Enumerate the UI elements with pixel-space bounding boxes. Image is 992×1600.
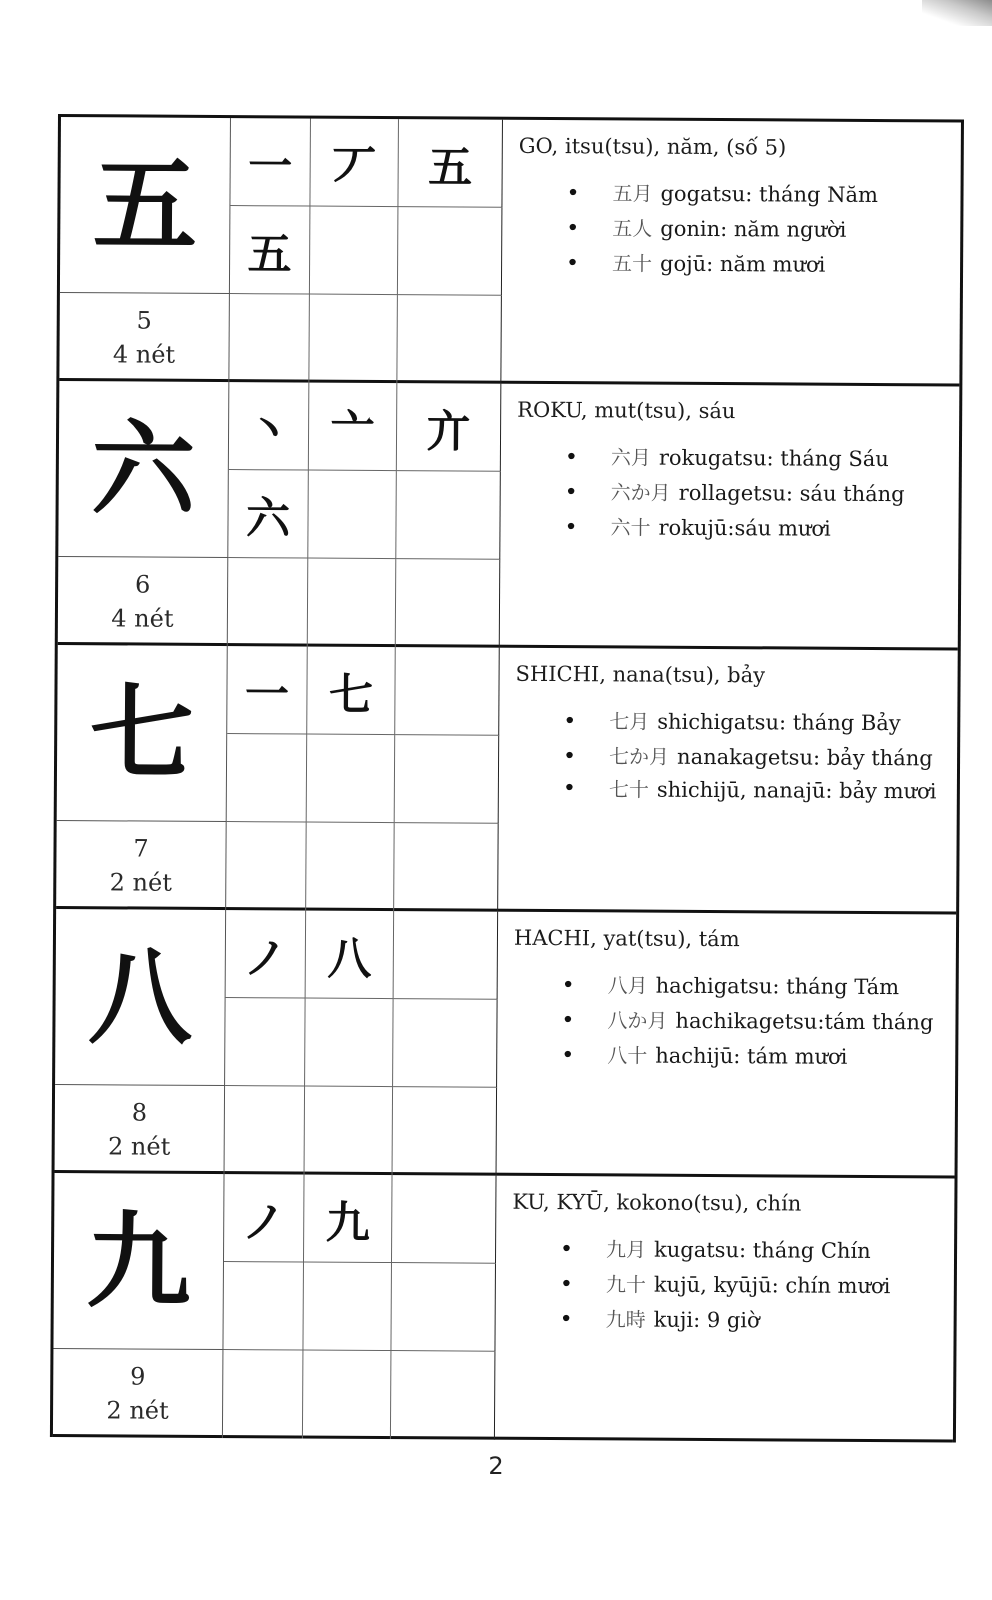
stroke-count-cell [53,1349,224,1438]
practice-cell [223,1262,304,1350]
practice-cell [227,734,308,822]
example-kanji: 五人 [612,216,653,241]
example-kanji: 六十 [610,515,651,540]
example-kanji: 九十 [605,1272,646,1297]
kanji-reading: SHICHI, nana(tsu), bảy [515,661,766,688]
stroke-step: 七 [307,647,396,736]
stroke-step: 九 [304,1175,393,1264]
example-text: kuji: 9 giờ [653,1307,760,1333]
practice-cell [228,558,309,646]
stroke-count-cell [56,821,227,910]
example-item [513,1003,941,1041]
example-kanji: 八月 [607,973,648,998]
stroke-count-cell [59,293,230,382]
example-item [512,1267,940,1305]
stroke-step: ノ [224,1174,305,1262]
example-text: kujū, kyūjū: chín mươi [653,1272,891,1299]
kanji-number: 7 [133,834,149,863]
practice-cell [391,1351,496,1440]
example-text: hachikagetsu:tám tháng [675,1008,934,1035]
kanji-info [498,648,958,915]
practice-cell [226,822,307,910]
kanji-reading: GO, itsu(tsu), năm, (số 5) [518,133,787,160]
stroke-step: 六 [228,470,309,558]
kanji-info [501,120,961,387]
example-kanji: 六か月 [610,480,671,505]
example-item [515,704,943,742]
stroke-step: 丶 [229,382,310,470]
example-item [512,1302,940,1340]
practice-cell [394,911,499,1000]
example-text: kugatsu: tháng Chín [654,1237,871,1263]
example-text: nanakagetsu: bảy tháng [677,744,933,771]
example-list [515,704,944,807]
stroke-count: 4 nét [112,340,176,369]
kanji-reading: HACHI, yat(tsu), tám [513,925,740,952]
practice-cell [393,999,498,1088]
stroke-count-cell [55,1085,226,1174]
example-text: gonin: năm người [660,216,847,242]
example-item [516,510,944,548]
example-text: hachigatsu: tháng Tám [655,973,900,1000]
kanji-cell [60,117,231,294]
example-text: hachijū: tám mươi [655,1043,848,1069]
example-item [512,1232,940,1270]
practice-cell [396,471,501,560]
kanji-cell [55,909,226,1086]
practice-cell [395,735,500,824]
practice-cell [305,1087,394,1176]
practice-cell [396,559,501,648]
kanji-row [56,645,958,914]
stroke-step: 五 [230,206,311,294]
practice-cell [392,1175,497,1264]
kanji-info [495,1176,955,1443]
stroke-step: 一 [230,118,311,206]
example-item [513,1038,941,1076]
example-list [516,440,945,548]
example-item [515,739,943,777]
practice-cell [309,295,398,384]
example-kanji: 六月 [610,445,651,470]
example-kanji: 七月 [609,709,650,734]
example-kanji: 九月 [606,1237,647,1262]
practice-cell [394,823,499,912]
practice-cell [391,1263,496,1352]
practice-cell [393,1087,498,1176]
example-list [518,176,947,284]
example-text: shichigatsu: tháng Bảy [657,709,901,736]
practice-cell [310,207,399,296]
example-kanji: 七十 [608,777,649,802]
stroke-step: 亠 [309,383,398,472]
example-kanji: 五月 [612,181,653,206]
practice-cell [306,823,395,912]
stroke-step: 五 [398,119,503,208]
kanji-row [55,909,957,1178]
example-item [515,774,943,807]
example-text: gojū: năm mươi [660,251,826,277]
example-text: rokugatsu: tháng Sáu [658,445,889,472]
practice-cell [303,1263,392,1352]
example-item [518,246,946,284]
kanji-table [50,114,964,1443]
practice-cell [397,295,502,384]
kanji-number: 6 [134,570,151,599]
stroke-step: 亣 [397,383,502,472]
stroke-count: 2 nét [109,868,172,897]
stroke-count: 4 nét [111,604,174,633]
example-text: rollagetsu: sáu tháng [678,480,905,507]
example-list [513,968,942,1076]
kanji-info [497,912,957,1179]
page-corner-shadow [922,0,992,26]
practice-cell [303,1351,392,1440]
example-list [512,1232,941,1340]
kanji-cell [57,645,228,822]
kanji-character: 五 [92,143,198,267]
example-text: shichijū, nanajū: bảy mươi [656,777,937,804]
kanji-row [58,381,960,650]
practice-cell [305,999,394,1088]
practice-cell [223,1350,304,1438]
kanji-character: 七 [89,671,195,795]
kanji-number: 9 [130,1362,146,1391]
example-item [514,968,942,1006]
example-kanji: 七か月 [609,744,670,769]
kanji-reading: KU, KYŪ, kokono(tsu), chín [512,1189,802,1216]
kanji-character: 八 [87,935,193,1059]
kanji-number: 8 [131,1098,148,1127]
kanji-cell [58,381,229,558]
practice-cell [307,735,396,824]
example-kanji: 八か月 [607,1008,668,1033]
practice-cell [308,559,397,648]
stroke-count: 2 nét [107,1132,171,1161]
practice-cell [229,294,310,382]
kanji-info [500,384,960,651]
stroke-count: 2 nét [106,1396,169,1425]
practice-cell [308,471,397,560]
kanji-row [59,117,961,386]
example-kanji: 五十 [612,251,653,276]
example-text: rokujū:sáu mươi [658,515,831,541]
page-number: 2 [488,1452,504,1480]
example-item [517,475,945,513]
example-kanji: 九時 [605,1307,646,1332]
kanji-character: 九 [86,1199,191,1323]
stroke-step: 丆 [310,119,399,208]
stroke-step: 八 [306,911,395,1000]
kanji-row [53,1173,955,1442]
practice-cell [225,998,306,1086]
practice-cell [225,1086,306,1174]
example-kanji: 八十 [607,1043,648,1068]
stroke-count-cell [58,557,229,646]
example-item [517,440,945,478]
kanji-number: 5 [136,306,152,335]
practice-cell [398,207,503,296]
example-item [518,176,946,214]
kanji-reading: ROKU, mut(tsu), sáu [517,397,736,424]
kanji-cell [53,1173,224,1350]
stroke-step: 一 [227,646,308,734]
example-text: gogatsu: tháng Năm [660,181,879,208]
practice-cell [395,647,500,736]
stroke-step: ノ [226,910,307,998]
example-item [518,211,946,249]
kanji-character: 六 [90,407,196,531]
